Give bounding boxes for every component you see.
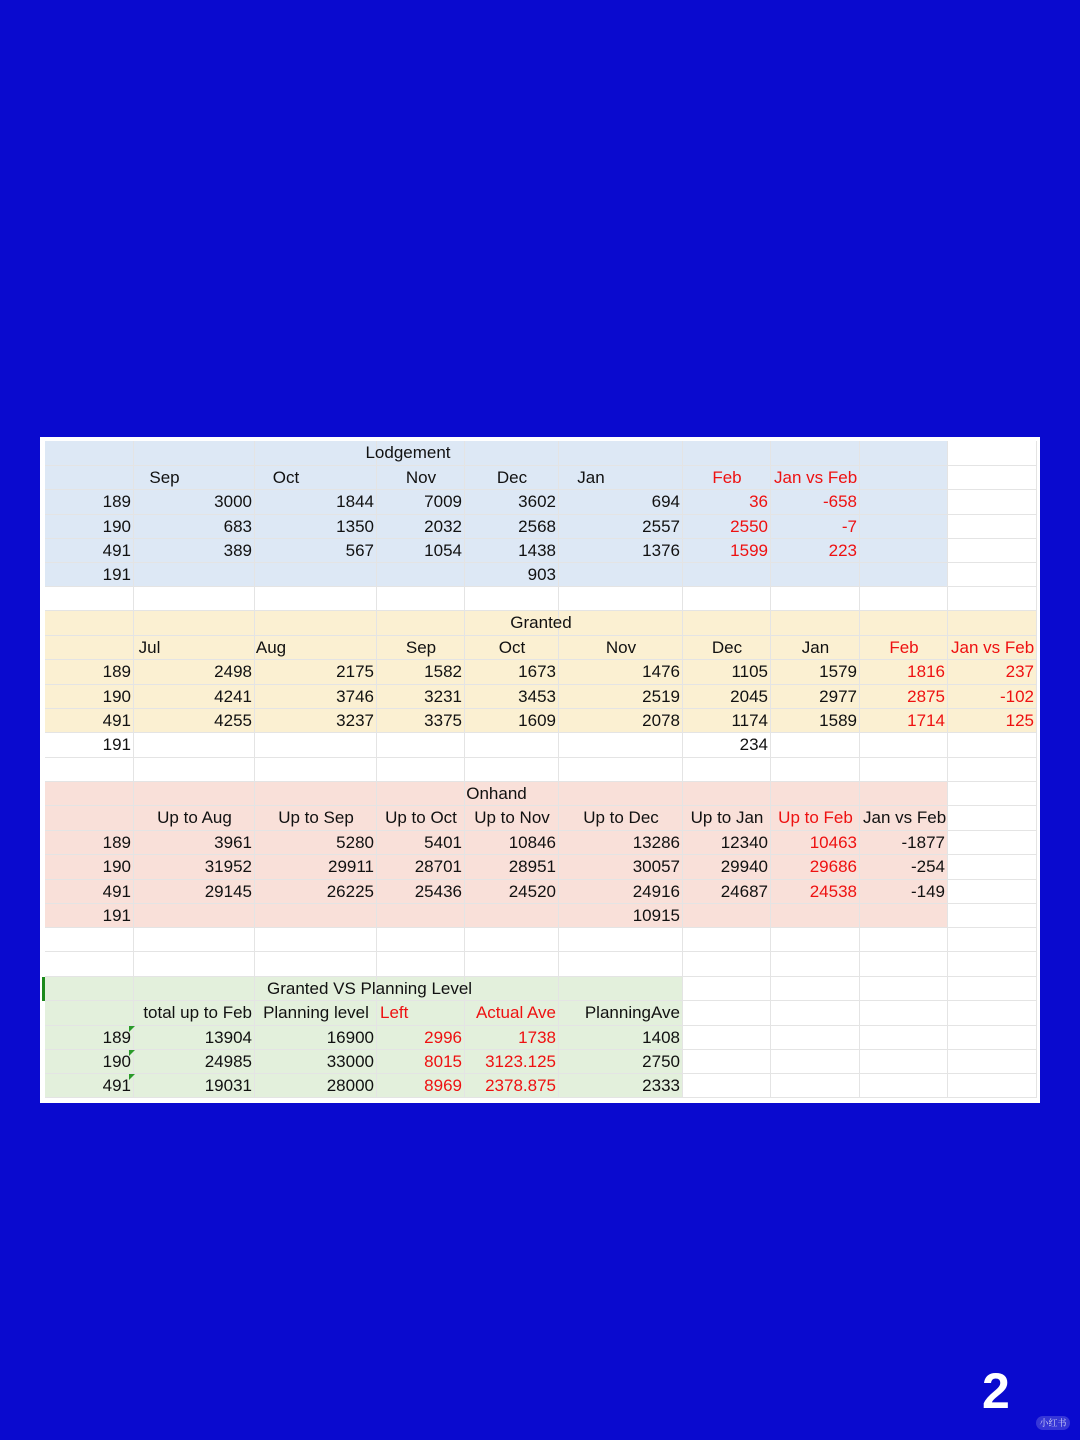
granted-value-cell[interactable]: 3231 [424, 687, 462, 706]
onhand-value-cell[interactable]: 24538 [809, 882, 857, 901]
grid-cell[interactable] [948, 1050, 1037, 1074]
planning-row-label[interactable]: 190 [45, 1050, 134, 1074]
granted-value-cell[interactable]: 2045 [730, 687, 768, 706]
granted-row-label[interactable]: 491 [102, 711, 131, 730]
lodgement-row-label[interactable]: 190 [102, 517, 131, 536]
onhand-header-up-to-oct: Up to Oct [385, 808, 457, 827]
grid-cell[interactable] [465, 733, 559, 758]
granted-header-dec: Dec [711, 638, 743, 657]
onhand-value-cell[interactable]: -1877 [901, 833, 945, 852]
granted-value-cell[interactable]: 1579 [819, 662, 857, 681]
lodgement-title: Lodgement [365, 443, 451, 462]
planning-cell-bg[interactable] [45, 1001, 134, 1026]
grid-cell[interactable] [683, 1026, 771, 1050]
onhand-value-cell[interactable]: 10915 [632, 906, 680, 925]
grid-cell[interactable] [948, 1074, 1037, 1098]
lodgement-cell-bg[interactable] [860, 539, 948, 563]
granted-value-cell[interactable]: 4255 [214, 711, 252, 730]
onhand-row-label[interactable]: 191 [102, 906, 131, 925]
onhand-value-cell[interactable]: 26225 [326, 882, 374, 901]
planning-value-cell[interactable]: 3123.125 [485, 1052, 556, 1071]
grid-cell[interactable] [860, 952, 948, 977]
grid-cell[interactable] [771, 1050, 860, 1074]
grid-cell[interactable] [134, 587, 255, 611]
granted-row-label[interactable]: 190 [102, 687, 131, 706]
grid-cell[interactable] [948, 758, 1037, 782]
granted-value-cell[interactable]: 1609 [518, 711, 556, 730]
onhand-header-up-to-aug: Up to Aug [157, 808, 232, 827]
grid-cell[interactable] [683, 758, 771, 782]
grid-cell[interactable] [683, 587, 771, 611]
granted-header-nov: Nov [605, 638, 637, 657]
planning-value-cell[interactable]: 1738 [518, 1028, 556, 1047]
watermark: 小红书 [1036, 1416, 1070, 1430]
grid-cell[interactable] [255, 733, 377, 758]
planning-header-left: Left [380, 1003, 409, 1022]
granted-header-jul: Jul [138, 638, 161, 657]
lodgement-value-cell[interactable]: 1376 [642, 541, 680, 560]
grid-cell[interactable] [948, 1001, 1037, 1026]
granted-value-cell[interactable]: 1673 [518, 662, 556, 681]
lodgement-cell-bg[interactable] [771, 563, 860, 587]
onhand-value-cell[interactable]: 5401 [424, 833, 462, 852]
granted-value-cell[interactable]: 3375 [424, 711, 462, 730]
granted-value-cell[interactable]: 2498 [214, 662, 252, 681]
grid-cell[interactable] [860, 1026, 948, 1050]
grid-cell[interactable] [683, 977, 771, 1001]
grid-cell[interactable] [377, 952, 465, 977]
onhand-cell-bg[interactable] [683, 904, 771, 928]
granted-value-cell[interactable]: 3237 [336, 711, 374, 730]
grid-cell[interactable] [948, 563, 1037, 587]
onhand-row-label[interactable]: 190 [102, 857, 131, 876]
granted-value-cell[interactable]: 4241 [214, 687, 252, 706]
grid-cell[interactable] [683, 952, 771, 977]
granted-value-cell[interactable]: 2078 [642, 711, 680, 730]
onhand-value-cell[interactable]: 3961 [214, 833, 252, 852]
grid-cell[interactable] [860, 1001, 948, 1026]
grid-cell[interactable] [465, 928, 559, 952]
spreadsheet[interactable] [40, 437, 1040, 1103]
planning-value-cell[interactable]: 2333 [642, 1076, 680, 1095]
planning-value-cell[interactable]: 8969 [424, 1076, 462, 1095]
planning-value-cell[interactable]: 1408 [642, 1028, 680, 1047]
grid-cell[interactable] [948, 928, 1037, 952]
lodgement-value-cell[interactable]: 223 [828, 541, 857, 560]
planning-header-planning-level: Planning level [263, 1003, 369, 1022]
grid-cell[interactable] [860, 977, 948, 1001]
onhand-header-up-to-dec: Up to Dec [583, 808, 659, 827]
lodgement-value-cell[interactable]: 3000 [214, 492, 252, 511]
grid-cell[interactable] [683, 928, 771, 952]
lodgement-value-cell[interactable]: 389 [223, 541, 252, 560]
lodgement-cell-bg[interactable] [860, 515, 948, 539]
onhand-title: Onhand [466, 784, 527, 803]
lodgement-value-cell[interactable]: 903 [527, 565, 556, 584]
grid-cell[interactable] [255, 928, 377, 952]
lodgement-value-cell[interactable]: 2032 [424, 517, 462, 536]
grid-cell[interactable] [860, 1074, 948, 1098]
onhand-header-up-to-nov: Up to Nov [474, 808, 550, 827]
lodgement-value-cell[interactable]: 1438 [518, 541, 556, 560]
lodgement-cell-bg[interactable] [860, 563, 948, 587]
grid-cell[interactable] [948, 831, 1037, 855]
planning-value-cell[interactable]: 33000 [326, 1052, 374, 1071]
granted-header-feb: Feb [889, 638, 919, 657]
grid-cell[interactable] [771, 952, 860, 977]
onhand-header-jan-vs-feb: Jan vs Feb [863, 808, 947, 827]
grid-cell[interactable] [948, 904, 1037, 928]
lodgement-value-cell[interactable]: 1350 [336, 517, 374, 536]
grid-cell[interactable] [683, 1001, 771, 1026]
lodgement-header-oct: Oct [272, 468, 300, 487]
granted-header-jan-vs-feb: Jan vs Feb [951, 638, 1035, 657]
granted-value-cell[interactable]: 2519 [642, 687, 680, 706]
onhand-value-cell[interactable]: 29940 [720, 857, 768, 876]
onhand-cell-bg[interactable] [465, 904, 559, 928]
grid-cell[interactable] [860, 733, 948, 758]
grid-cell[interactable] [948, 880, 1037, 904]
lodgement-cell-bg[interactable] [771, 441, 860, 466]
grid-cell[interactable] [948, 515, 1037, 539]
granted-value-cell[interactable]: 1816 [907, 662, 945, 681]
granted-value-cell[interactable]: 3746 [336, 687, 374, 706]
onhand-header-up-to-feb: Up to Feb [778, 808, 853, 827]
grid-cell[interactable] [860, 1050, 948, 1074]
lodgement-value-cell[interactable]: 2550 [730, 517, 768, 536]
lodgement-value-cell[interactable]: 1844 [336, 492, 374, 511]
onhand-value-cell[interactable]: 29686 [809, 857, 857, 876]
onhand-value-cell[interactable]: 25436 [414, 882, 462, 901]
grid-cell[interactable] [255, 952, 377, 977]
onhand-value-cell[interactable]: 24916 [632, 882, 680, 901]
onhand-value-cell[interactable]: 5280 [336, 833, 374, 852]
granted-value-cell[interactable]: 1174 [731, 711, 768, 730]
granted-header-jan: Jan [801, 638, 830, 657]
granted-value-cell[interactable]: 1476 [642, 662, 680, 681]
onhand-row-label[interactable]: 491 [102, 882, 131, 901]
lodgement-cell-bg[interactable] [860, 466, 948, 490]
grid-cell[interactable] [948, 587, 1037, 611]
granted-header-oct: Oct [498, 638, 526, 657]
onhand-value-cell[interactable]: 10463 [809, 833, 857, 852]
grid-cell[interactable] [771, 977, 860, 1001]
onhand-cell-bg[interactable] [377, 904, 465, 928]
onhand-cell-bg[interactable] [134, 904, 255, 928]
grid-cell[interactable] [860, 928, 948, 952]
lodgement-header-jan: Jan [577, 468, 605, 487]
granted-header-aug: Aug [255, 638, 287, 657]
grid-cell[interactable] [134, 952, 255, 977]
onhand-cell-bg[interactable] [860, 904, 948, 928]
lodgement-header-feb: Feb [712, 468, 742, 487]
grid-cell[interactable] [45, 952, 134, 977]
granted-value-cell[interactable]: 125 [1005, 711, 1034, 730]
grid-cell[interactable] [377, 758, 465, 782]
onhand-value-cell[interactable]: 12340 [720, 833, 768, 852]
planning-header-total-up-to-feb: total up to Feb [143, 1003, 252, 1022]
granted-value-cell[interactable]: 1582 [424, 662, 462, 681]
grid-cell[interactable] [45, 758, 134, 782]
onhand-header-up-to-sep: Up to Sep [278, 808, 354, 827]
lodgement-value-cell[interactable]: -7 [841, 517, 857, 536]
page-number: 2 [982, 1363, 1010, 1419]
grid-cell[interactable] [255, 758, 377, 782]
lodgement-value-cell[interactable]: -658 [822, 492, 857, 511]
grid-cell[interactable] [948, 782, 1037, 806]
grid-cell[interactable] [948, 977, 1037, 1001]
grid-cell[interactable] [771, 733, 860, 758]
grid-cell[interactable] [948, 952, 1037, 977]
lodgement-cell-bg[interactable] [377, 563, 465, 587]
onhand-value-cell[interactable]: 10846 [508, 833, 556, 852]
planning-value-cell[interactable]: 2750 [642, 1052, 680, 1071]
grid-cell[interactable] [771, 1001, 860, 1026]
lodgement-cell-bg[interactable] [860, 441, 948, 466]
grid-cell[interactable] [771, 928, 860, 952]
grid-cell[interactable] [771, 1026, 860, 1050]
onhand-value-cell[interactable]: 28951 [508, 857, 556, 876]
selection-marker [42, 977, 45, 1001]
grid-cell[interactable] [377, 587, 465, 611]
grid-cell[interactable] [559, 952, 683, 977]
onhand-value-cell[interactable]: 29911 [327, 857, 374, 876]
granted-row-label[interactable]: 189 [102, 662, 131, 681]
grid-cell[interactable] [559, 733, 683, 758]
grid-cell[interactable] [948, 1026, 1037, 1050]
granted-header-sep: Sep [405, 638, 437, 657]
grid-cell[interactable] [860, 587, 948, 611]
grid-cell[interactable] [559, 928, 683, 952]
granted-value-cell[interactable]: 1589 [819, 711, 857, 730]
onhand-value-cell[interactable]: -254 [910, 857, 945, 876]
lodgement-cell-bg[interactable] [683, 563, 771, 587]
planning-header-planningave: PlanningAve [584, 1003, 680, 1022]
grid-cell[interactable] [255, 587, 377, 611]
onhand-value-cell[interactable]: 13286 [632, 833, 680, 852]
planning-row-label[interactable]: 189 [45, 1026, 134, 1050]
grid-cell[interactable] [860, 758, 948, 782]
grid-cell[interactable] [377, 928, 465, 952]
grid-cell[interactable] [948, 441, 1037, 466]
grid-cell[interactable] [771, 1074, 860, 1098]
lodgement-row-label[interactable]: 189 [102, 492, 131, 511]
grid-cell[interactable] [465, 587, 559, 611]
grid-cell[interactable] [948, 539, 1037, 563]
granted-value-cell[interactable]: 1105 [731, 662, 768, 681]
lodgement-cell-bg[interactable] [860, 490, 948, 515]
planning-value-cell[interactable]: 24985 [204, 1052, 252, 1071]
grid-cell[interactable] [134, 758, 255, 782]
grid-cell[interactable] [465, 758, 559, 782]
onhand-cell-bg[interactable] [255, 904, 377, 928]
lodgement-value-cell[interactable]: 2568 [518, 517, 556, 536]
planning-value-cell[interactable]: 8015 [424, 1052, 462, 1071]
grid-cell[interactable] [559, 758, 683, 782]
grid-cell[interactable] [771, 758, 860, 782]
onhand-value-cell[interactable]: 24520 [508, 882, 556, 901]
lodgement-value-cell[interactable]: 7009 [424, 492, 462, 511]
granted-value-cell[interactable]: 2977 [819, 687, 857, 706]
granted-row-label[interactable]: 191 [102, 735, 131, 754]
onhand-value-cell[interactable]: 29145 [204, 882, 252, 901]
grid-cell[interactable] [134, 733, 255, 758]
granted-value-cell[interactable]: 2875 [907, 687, 945, 706]
lodgement-value-cell[interactable]: 2557 [642, 517, 680, 536]
onhand-value-cell[interactable]: 30057 [632, 857, 680, 876]
onhand-value-cell[interactable]: 28701 [414, 857, 462, 876]
planning-title: Granted VS Planning Level [267, 979, 473, 998]
lodgement-header-dec: Dec [496, 468, 528, 487]
planning-value-cell[interactable]: 19031 [204, 1076, 252, 1095]
onhand-row-label[interactable]: 189 [102, 833, 131, 852]
lodgement-header-sep: Sep [149, 468, 180, 487]
grid-cell[interactable] [683, 1050, 771, 1074]
planning-value-cell[interactable]: 28000 [326, 1076, 374, 1095]
granted-value-cell[interactable]: -102 [999, 687, 1034, 706]
planning-value-cell[interactable]: 2996 [424, 1028, 462, 1047]
lodgement-value-cell[interactable]: 3602 [518, 492, 556, 511]
granted-title: Granted [510, 613, 572, 632]
lodgement-value-cell[interactable]: 694 [651, 492, 680, 511]
granted-value-cell[interactable]: 3453 [518, 687, 556, 706]
lodgement-cell-bg[interactable] [134, 563, 255, 587]
lodgement-cell-bg[interactable] [559, 563, 683, 587]
planning-header-actual-ave: Actual Ave [475, 1003, 556, 1022]
granted-value-cell[interactable]: 234 [739, 735, 768, 754]
onhand-cell-bg[interactable] [45, 806, 134, 831]
grid-cell[interactable] [948, 490, 1037, 515]
grid-cell[interactable] [683, 1074, 771, 1098]
grid-cell[interactable] [559, 587, 683, 611]
onhand-value-cell[interactable]: -149 [910, 882, 945, 901]
grid-cell[interactable] [45, 928, 134, 952]
lodgement-value-cell[interactable]: 36 [749, 492, 768, 511]
grid-cell[interactable] [771, 587, 860, 611]
grid-cell[interactable] [948, 466, 1037, 490]
lodgement-value-cell[interactable]: 683 [223, 517, 252, 536]
lodgement-value-cell[interactable]: 1599 [730, 541, 768, 560]
planning-value-cell[interactable]: 2378.875 [485, 1076, 556, 1095]
grid-cell[interactable] [45, 587, 134, 611]
grid-cell[interactable] [134, 928, 255, 952]
grid-cell[interactable] [377, 733, 465, 758]
lodgement-value-cell[interactable]: 567 [345, 541, 374, 560]
onhand-header-up-to-jan: Up to Jan [690, 808, 764, 827]
planning-row-label[interactable]: 491 [45, 1074, 134, 1098]
planning-cell-bg[interactable] [559, 977, 683, 1001]
grid-cell[interactable] [948, 733, 1037, 758]
lodgement-value-cell[interactable]: 1054 [424, 541, 462, 560]
granted-value-cell[interactable]: 237 [1005, 662, 1034, 681]
onhand-value-cell[interactable]: 31952 [204, 857, 252, 876]
grid-cell[interactable] [465, 952, 559, 977]
lodgement-header-nov: Nov [405, 468, 437, 487]
grid-cell[interactable] [948, 855, 1037, 880]
planning-value-cell[interactable]: 13904 [204, 1028, 252, 1047]
onhand-cell-bg[interactable] [771, 904, 860, 928]
lodgement-cell-bg[interactable] [255, 563, 377, 587]
lodgement-row-label[interactable]: 191 [102, 565, 131, 584]
lodgement-header-jan-vs-feb: Jan vs Feb [774, 468, 858, 487]
granted-value-cell[interactable]: 2175 [336, 662, 374, 681]
grid-cell[interactable] [948, 806, 1037, 831]
granted-value-cell[interactable]: 1714 [907, 711, 945, 730]
onhand-value-cell[interactable]: 24687 [720, 882, 768, 901]
planning-value-cell[interactable]: 16900 [326, 1028, 374, 1047]
lodgement-row-label[interactable]: 491 [102, 541, 131, 560]
